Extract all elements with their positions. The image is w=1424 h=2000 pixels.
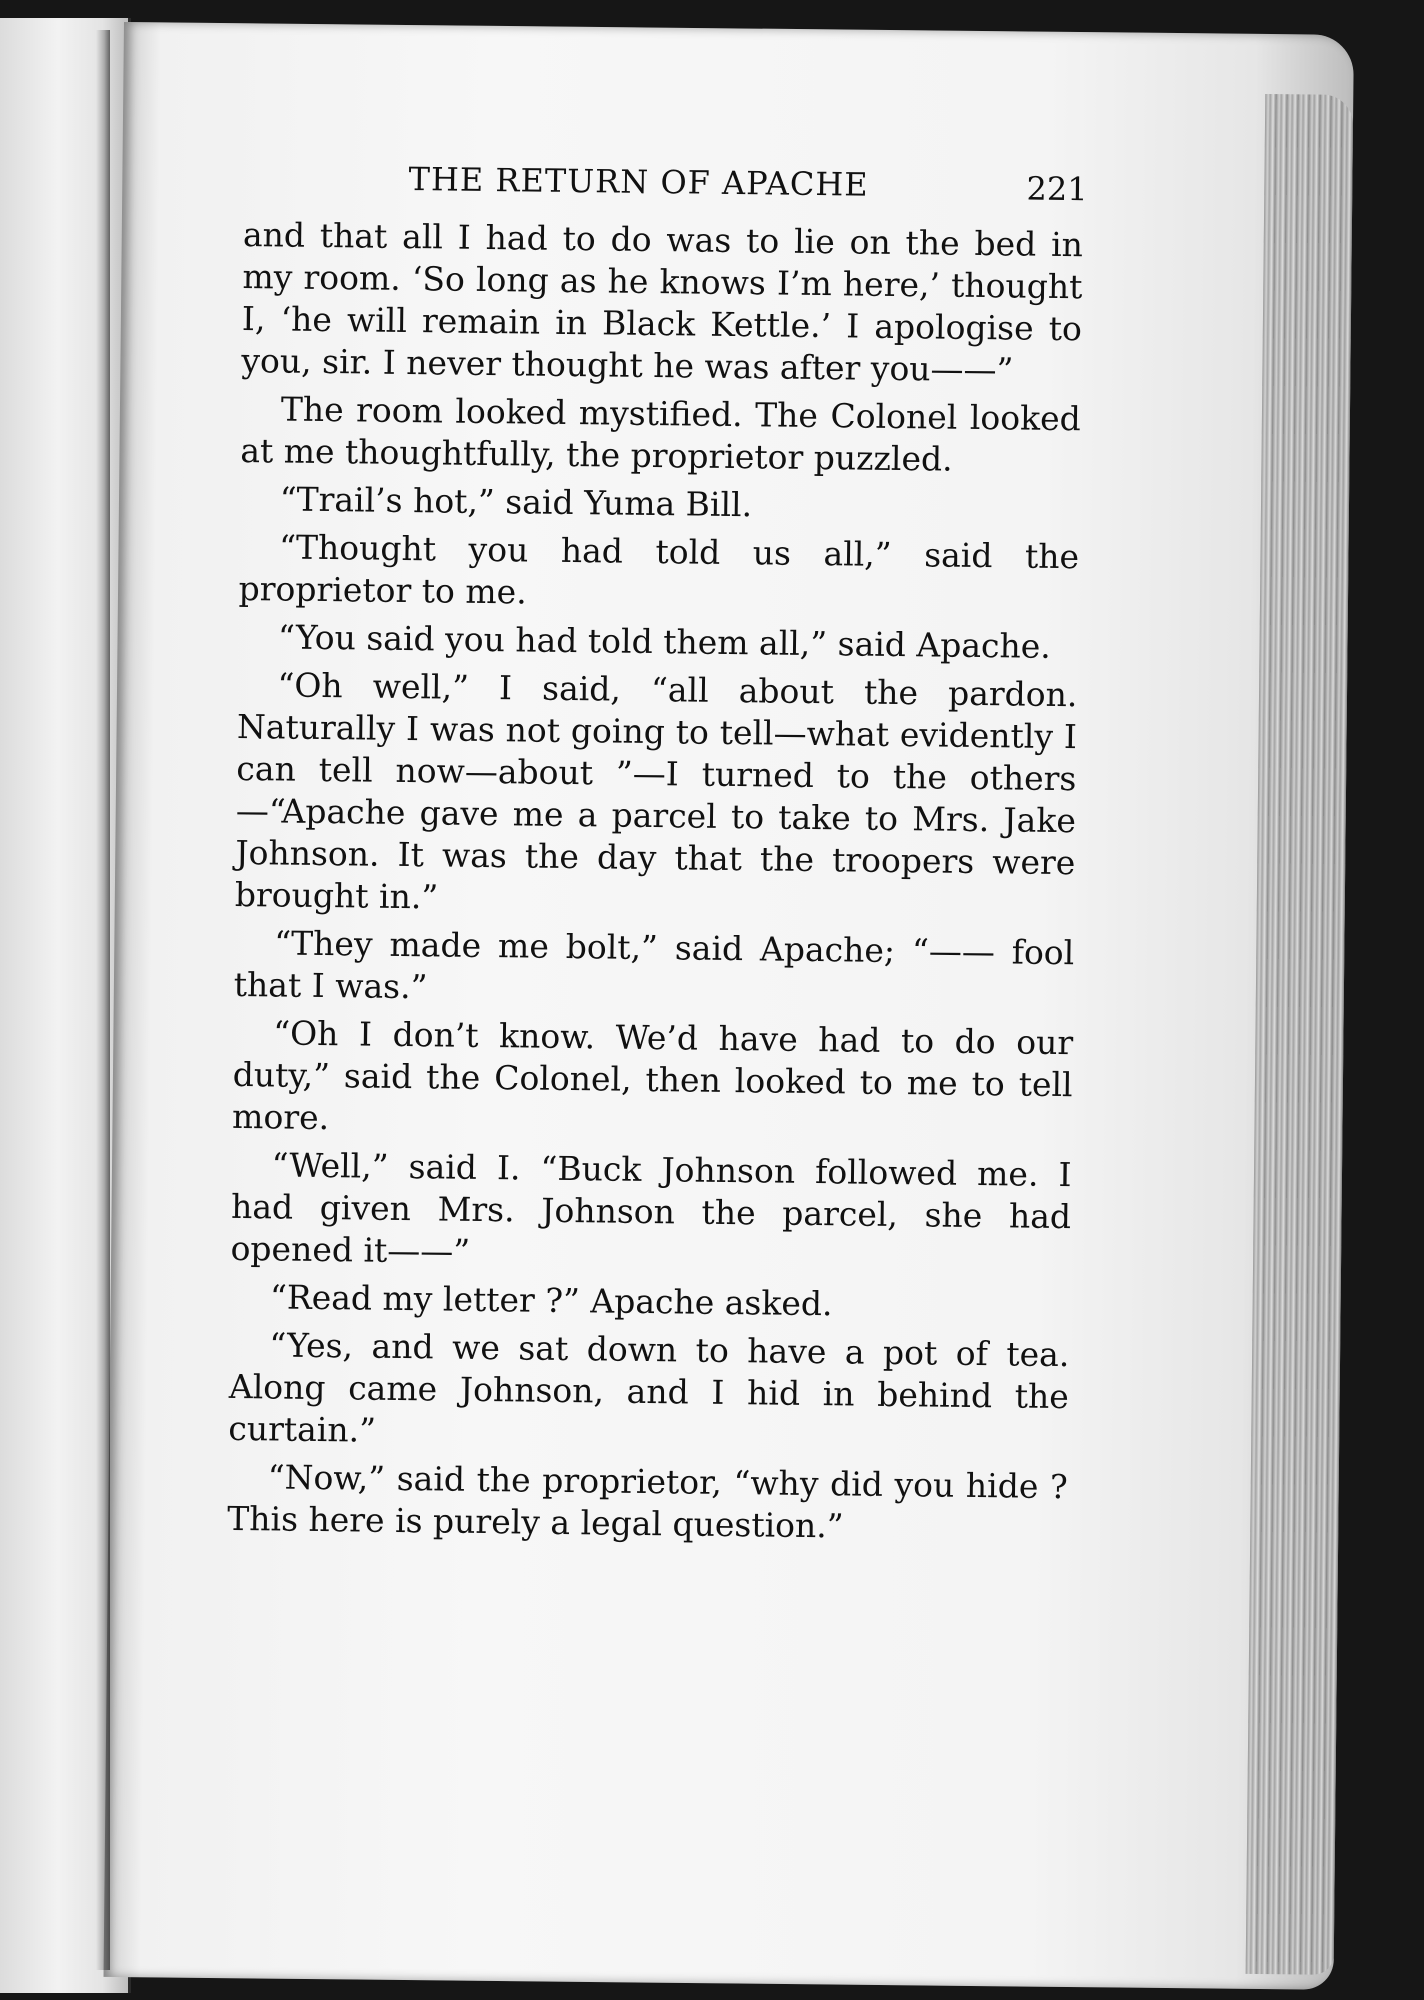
paragraph: “Well,” said I. “Buck Johnson followed me. I had given Mrs. Johnson the parcel, she had opened it——” (230, 1145, 1072, 1271)
paragraph: “Read my letter ?” Apache asked. (269, 1277, 833, 1324)
book-gutter-shadow (96, 30, 110, 1970)
paragraph: The room looked mystified. The Colonel looked at me thoughtfully, the proprietor puzzled. (240, 389, 1082, 479)
paragraph: “Oh well,” I said, “all about the pardon. Naturally I was not going to tell—what evidently I can tell now—about ”—I turned to the others—“Apache gave me a parcel to take to Mrs. Jake Johnson. It was the day that the troopers were brought in.” (234, 665, 1078, 917)
paragraph: and that all I had to do was to lie on the bed in my room. ‘So long as he knows I’m here,’ thought I, ‘he will remain in Black Kettle.’ I apologise to you, sir. I never thought he was after you——” (241, 214, 1084, 390)
paragraph: “Oh I don’t know. We’d have had to do our duty,” said the Colonel, then looked to me to tell more. (231, 1013, 1074, 1138)
paragraph: “Trail’s hot,” said Yuma Bill. (279, 479, 753, 525)
paragraph: “They made me bolt,” said Apache; “—— fool that I was.” (233, 923, 1075, 1007)
page-text-block (227, 150, 1088, 1556)
paragraph: “You said you had told them all,” said Apache. (277, 617, 1052, 666)
page-number: 221 (1026, 169, 1088, 209)
paragraph: “Thought you had told us all,” said the proprietor to me. (238, 527, 1080, 612)
running-head-title: THE RETURN OF APACHE (408, 160, 869, 204)
page-edge-stack (1246, 94, 1354, 1975)
paragraph: “Yes, and we sat down to have a pot of tea. Along came Johnson, and I hid in behind the curtain.” (228, 1325, 1070, 1450)
running-head (243, 150, 1088, 222)
paragraph: “Now,” said the proprietor, “why did you hide ? This here is purely a legal question.” (227, 1457, 1068, 1546)
